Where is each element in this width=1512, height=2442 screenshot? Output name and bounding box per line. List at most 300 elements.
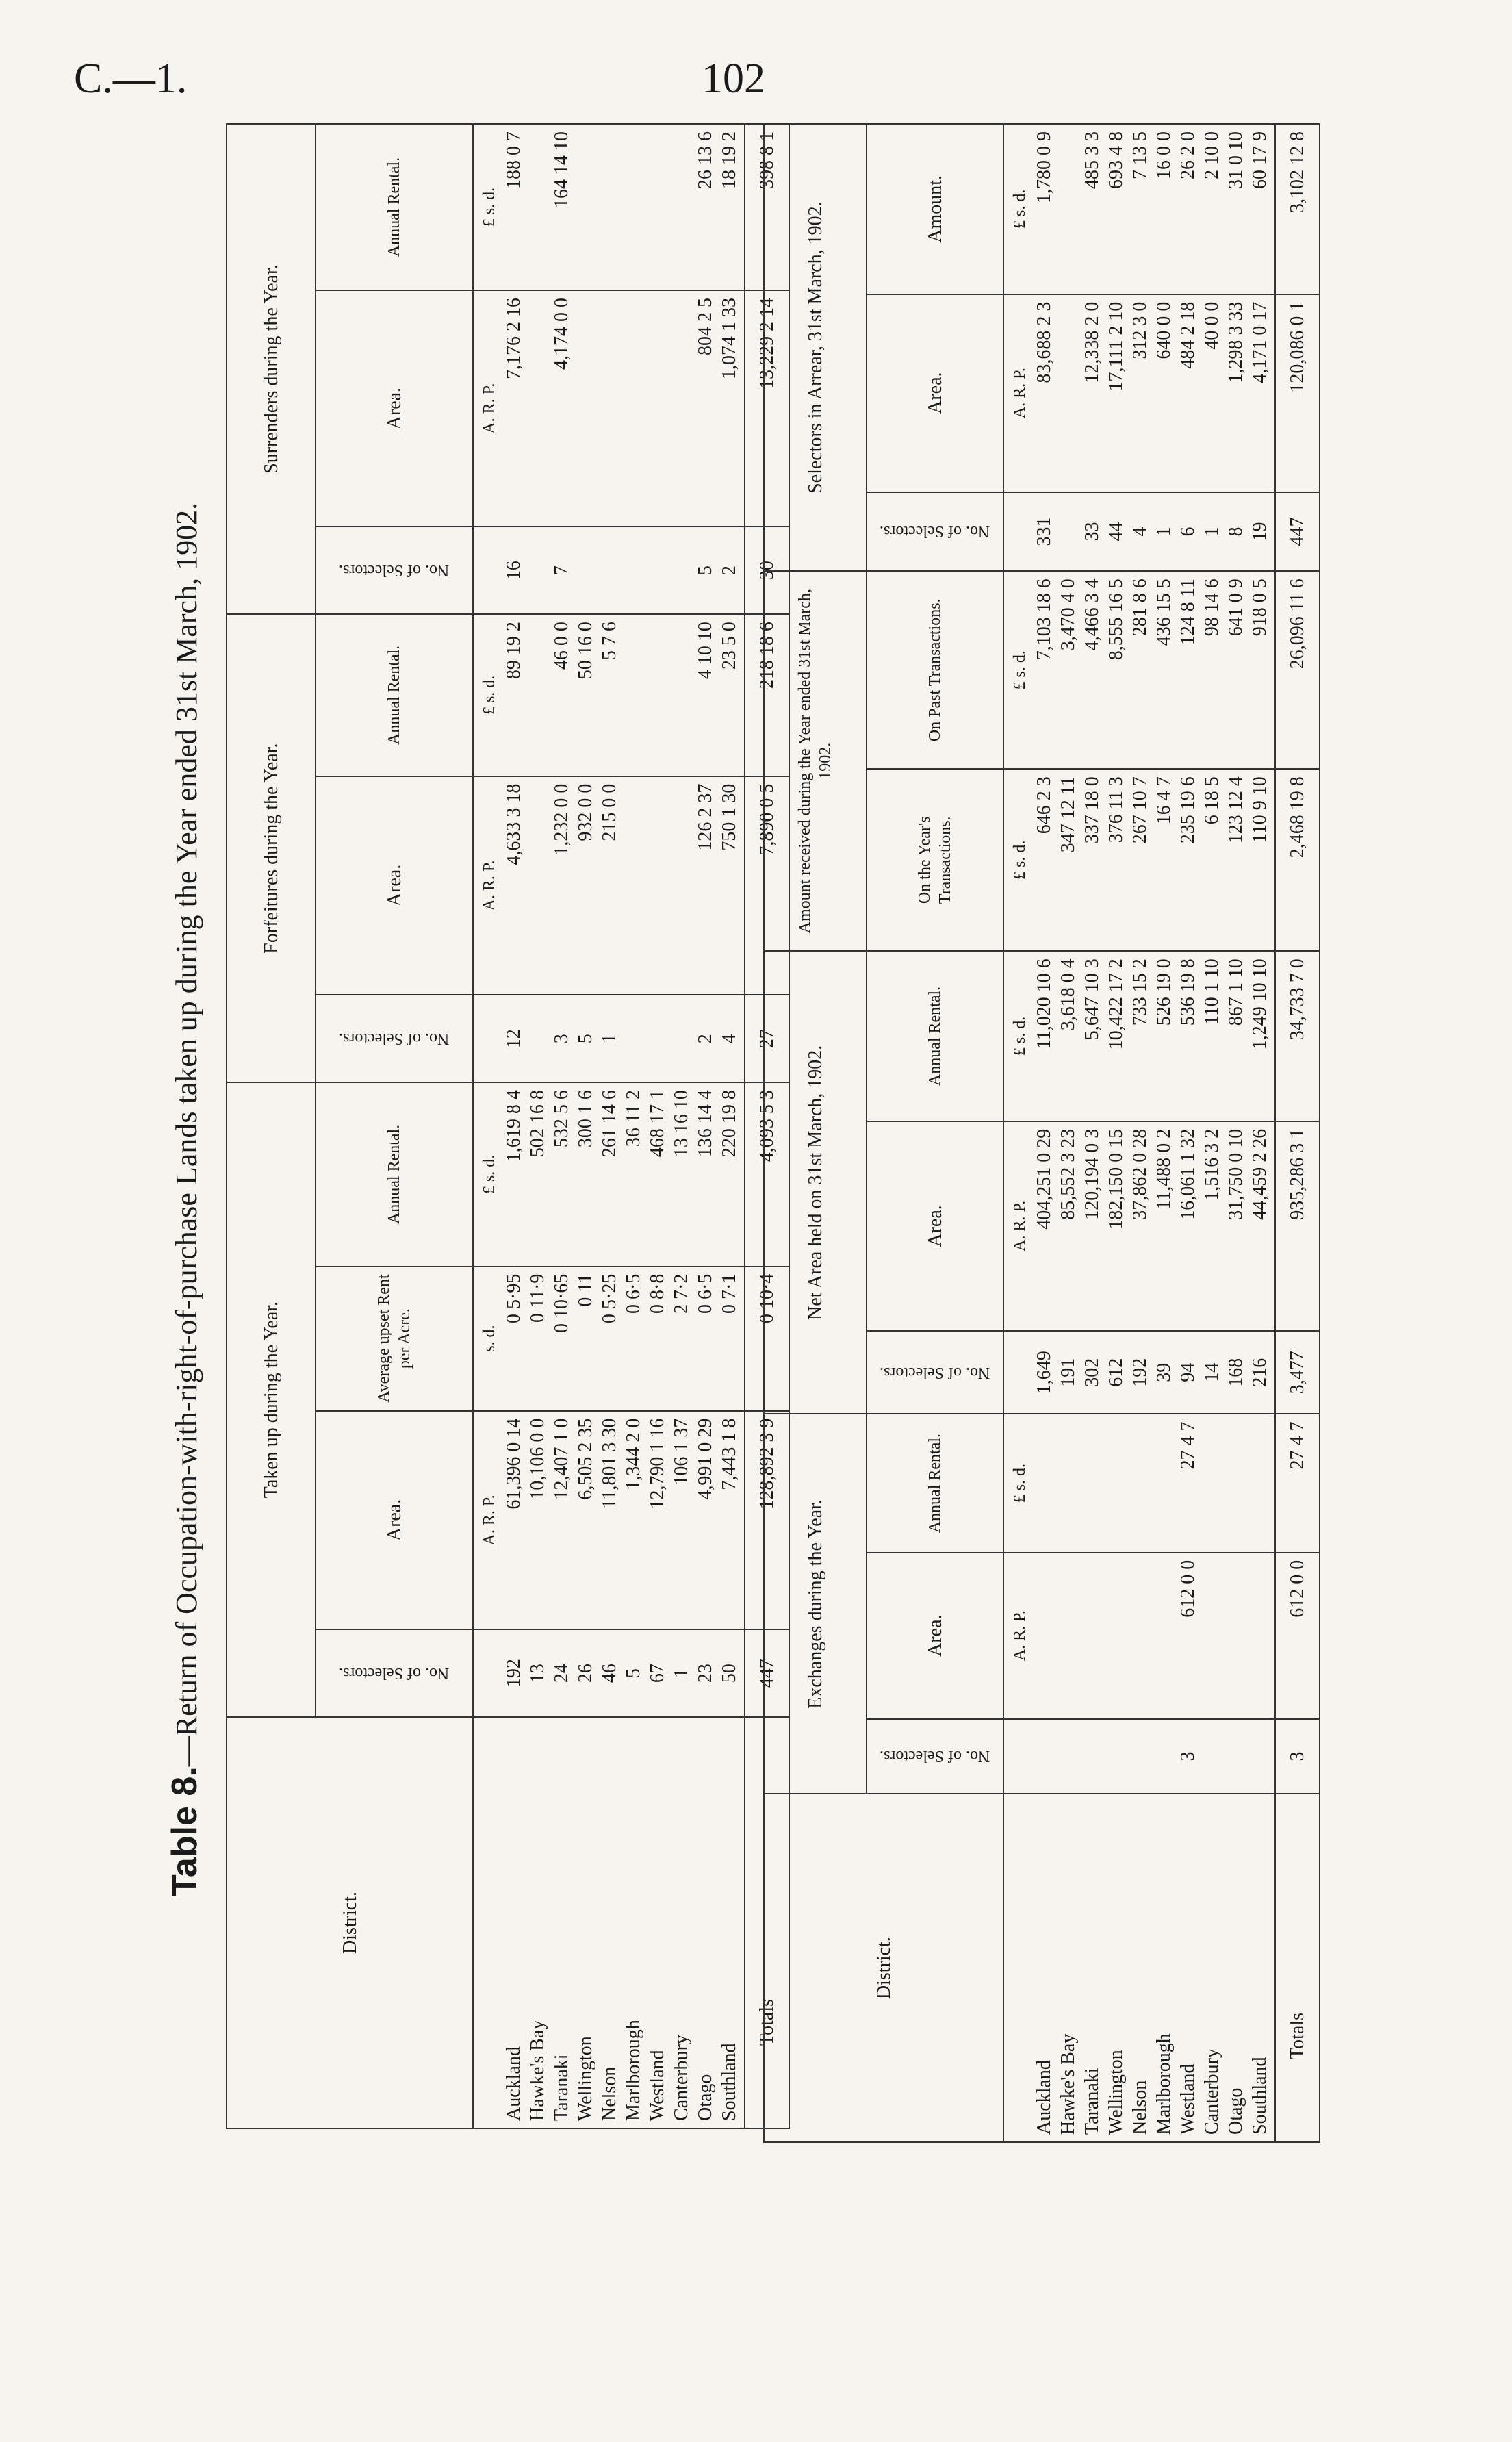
cell (669, 290, 693, 526)
cell: 484 2 18 (1176, 294, 1200, 492)
cell (645, 995, 669, 1082)
cell: 89 19 2 (502, 614, 526, 776)
cell: 40 0 0 (1200, 294, 1224, 492)
year-transactions-header: On the Year's Transactions. (867, 769, 1003, 951)
cell (645, 290, 669, 526)
cell: 1,074 1 33 (717, 290, 741, 526)
cell: 867 1 10 (1224, 951, 1248, 1121)
selectors-header: No. of Selectors. (880, 1363, 990, 1382)
cell (1152, 1719, 1176, 1794)
cell: 14 (1200, 1331, 1224, 1414)
cell: 46 0 0 (550, 614, 574, 776)
group-forfeitures: Forfeitures during the Year. (227, 614, 316, 1082)
cell: 26 (574, 1629, 598, 1717)
cell (622, 124, 645, 290)
unit-money: £ s. d. (1003, 1414, 1032, 1552)
cell (1056, 1719, 1080, 1794)
selectors-header: No. of Selectors. (880, 522, 990, 541)
area-header: Area. (867, 1121, 1003, 1331)
table-row (622, 124, 645, 2128)
cell: 0 11·9 (526, 1267, 550, 1411)
group-taken-up: Taken up during the Year. (227, 1082, 316, 1717)
cell: 5 (622, 1629, 645, 1717)
cell: 485 3 3 (1080, 124, 1104, 294)
table-row (1200, 124, 1224, 2142)
table-row (526, 124, 550, 2128)
cell: 30 (745, 526, 789, 614)
table-taken-up (226, 123, 778, 2129)
cell (1200, 1414, 1224, 1552)
cell: 398 8 1 (745, 124, 789, 290)
cell (526, 526, 550, 614)
district-name: Southland (717, 1717, 741, 2128)
cell: 37,862 0 28 (1128, 1121, 1152, 1331)
cell: 3 (1176, 1719, 1200, 1794)
cell: 13 16 10 (669, 1082, 693, 1267)
cell (669, 124, 693, 290)
district-name: Auckland (502, 1717, 526, 2128)
unit-area: A. R. P. (1003, 294, 1032, 492)
cell: 1 (598, 995, 622, 1082)
cell (1080, 1414, 1104, 1552)
cell: 1,232 0 0 (550, 776, 574, 995)
cell: 3 (550, 995, 574, 1082)
table-row (598, 124, 622, 2128)
cell: 6 (1176, 492, 1200, 572)
cell: 44 (1104, 492, 1128, 572)
cell: 7 13 5 (1128, 124, 1152, 294)
district-header: District. (764, 1794, 1003, 2142)
unit-area: A. R. P. (473, 776, 502, 995)
cell (526, 614, 550, 776)
cell: 5 7 6 (598, 614, 622, 776)
district-header: District. (227, 1717, 473, 2128)
cell (1080, 1719, 1104, 1794)
cell: 267 10 7 (1128, 769, 1152, 951)
cell: 1 (1152, 492, 1176, 572)
cell: 50 16 0 (574, 614, 598, 776)
cell: 4,991 0 29 (693, 1411, 717, 1630)
cell: 123 12 4 (1224, 769, 1248, 951)
cell (1248, 1414, 1272, 1552)
cell: 1,780 0 9 (1032, 124, 1056, 294)
cell (669, 526, 693, 614)
cell: 124 8 11 (1176, 571, 1200, 769)
district-name: Canterbury (669, 1717, 693, 2128)
cell: 5 (693, 526, 717, 614)
cell: 1,249 10 10 (1248, 951, 1272, 1121)
cell: 0 6·5 (622, 1267, 645, 1411)
table-title-text: —Return of Occupation-with-right-of-purchase Lands taken up during the Year ended 31st March, 1902. (170, 502, 203, 1767)
cell: 12,338 2 0 (1080, 294, 1104, 492)
cell (526, 995, 550, 1082)
table-row (669, 124, 693, 2128)
cell: 2 (717, 526, 741, 614)
cell: 5 (574, 995, 598, 1082)
cell: 27 4 7 (1275, 1414, 1320, 1552)
cell (645, 124, 669, 290)
cell (669, 995, 693, 1082)
cell: 1,619 8 4 (502, 1082, 526, 1267)
cell: 110 1 10 (1200, 951, 1224, 1121)
cell: 110 9 10 (1248, 769, 1272, 951)
cell: 2,468 19 8 (1275, 769, 1320, 951)
cell (1104, 1719, 1128, 1794)
table-row (574, 124, 598, 2128)
district-name: Hawke's Bay (1056, 1794, 1080, 2142)
cell: 7,890 0 5 (745, 776, 789, 995)
cell: 192 (502, 1629, 526, 1717)
cell: 34,733 7 0 (1275, 951, 1320, 1121)
cell: 33 (1080, 492, 1104, 572)
area-header: Area. (867, 1553, 1003, 1719)
cell: 98 14 6 (1200, 571, 1224, 769)
cell (1128, 1719, 1152, 1794)
cell: 4 10 10 (693, 614, 717, 776)
cell: 215 0 0 (598, 776, 622, 995)
group-net-area: Net Area held on 31st March, 1902. (764, 951, 867, 1414)
cell: 6 18 5 (1200, 769, 1224, 951)
cell: 188 0 7 (502, 124, 526, 290)
cell: 261 14 6 (598, 1082, 622, 1267)
cell: 2 (693, 995, 717, 1082)
cell (526, 124, 550, 290)
cell (622, 290, 645, 526)
district-name: Southland (1248, 1794, 1272, 2142)
table-row (1128, 124, 1152, 2142)
district-name: Auckland (1032, 1794, 1056, 2142)
page-reference: C.—1. (74, 55, 188, 102)
cell: 312 3 0 (1128, 294, 1152, 492)
cell: 7 (550, 526, 574, 614)
table-row (693, 124, 717, 2128)
cell: 376 11 3 (1104, 769, 1128, 951)
amount-header: Amount. (867, 124, 1003, 294)
table-row (645, 124, 669, 2128)
area-header: Area. (316, 290, 473, 526)
unit-money: £ s. d. (473, 614, 502, 776)
cell: 5,647 10 3 (1080, 951, 1104, 1121)
cell: 4,174 0 0 (550, 290, 574, 526)
unit-money: £ s. d. (1003, 124, 1032, 294)
cell: 128,892 3 9 (745, 1411, 789, 1630)
totals-label: Totals (745, 1717, 789, 2128)
cell: 16 (502, 526, 526, 614)
cell: 0 7·1 (717, 1267, 741, 1411)
cell: 7,103 18 6 (1032, 571, 1056, 769)
cell: 7,176 2 16 (502, 290, 526, 526)
cell: 0 10·65 (550, 1267, 574, 1411)
cell: 235 19 6 (1176, 769, 1200, 951)
cell: 0 8·8 (645, 1267, 669, 1411)
cell: 750 1 30 (717, 776, 741, 995)
cell: 1,344 2 0 (622, 1411, 645, 1630)
cell: 17,111 2 10 (1104, 294, 1128, 492)
unit-money: £ s. d. (1003, 951, 1032, 1121)
cell (1224, 1719, 1248, 1794)
cell: 4 (1128, 492, 1152, 572)
cell: 502 16 8 (526, 1082, 550, 1267)
cell: 1,516 3 2 (1200, 1121, 1224, 1331)
cell (669, 614, 693, 776)
cell (622, 995, 645, 1082)
unit-money: £ s. d. (1003, 769, 1032, 951)
cell: 526 19 0 (1152, 951, 1176, 1121)
cell (598, 124, 622, 290)
unit-area: A. R. P. (1003, 1121, 1032, 1331)
cell (1224, 1553, 1248, 1719)
cell: 16 0 0 (1152, 124, 1176, 294)
cell: 126 2 37 (693, 776, 717, 995)
cell: 640 0 0 (1152, 294, 1176, 492)
rental-header: Annual Rental. (867, 951, 1003, 1121)
cell: 23 5 0 (717, 614, 741, 776)
cell (622, 614, 645, 776)
district-name: Hawke's Bay (526, 1717, 550, 2128)
cell: 804 2 5 (693, 290, 717, 526)
cell: 468 17 1 (645, 1082, 669, 1267)
cell (1056, 1414, 1080, 1552)
cell: 216 (1248, 1331, 1272, 1414)
cell: 19 (1248, 492, 1272, 572)
area-header: Area. (867, 294, 1003, 492)
table-row (1032, 124, 1056, 2142)
cell: 300 1 6 (574, 1082, 598, 1267)
cell: 733 15 2 (1128, 951, 1152, 1121)
cell (574, 124, 598, 290)
cell: 164 14 10 (550, 124, 574, 290)
cell: 3,477 (1275, 1331, 1320, 1414)
cell: 106 1 37 (669, 1411, 693, 1630)
unit-area: A. R. P. (473, 1411, 502, 1630)
cell: 0 5·25 (598, 1267, 622, 1411)
cell: 24 (550, 1629, 574, 1717)
cell: 447 (745, 1629, 789, 1717)
table-title (164, 253, 226, 1896)
table-net-area (763, 123, 1308, 2143)
cell: 26,096 11 6 (1275, 571, 1320, 769)
cell (1104, 1414, 1128, 1552)
selectors-header: No. of Selectors. (339, 561, 450, 580)
cell: 3,618 0 4 (1056, 951, 1080, 1121)
cell (1056, 124, 1080, 294)
cell: 532 5 6 (550, 1082, 574, 1267)
cell: 918 0 5 (1248, 571, 1272, 769)
cell: 4 (717, 995, 741, 1082)
cell (645, 526, 669, 614)
cell: 404,251 0 29 (1032, 1121, 1056, 1331)
district-name: Taranaki (1080, 1794, 1104, 2142)
cell: 13 (526, 1629, 550, 1717)
group-surrenders: Surrenders during the Year. (227, 124, 316, 614)
rental-header: Annual Rental. (316, 1082, 473, 1267)
cell: 0 10·4 (745, 1267, 789, 1411)
cell: 39 (1152, 1331, 1176, 1414)
unit-area: A. R. P. (1003, 1553, 1032, 1719)
cell: 281 8 6 (1128, 571, 1152, 769)
cell (1200, 1719, 1224, 1794)
cell: 136 14 4 (693, 1082, 717, 1267)
cell: 1 (669, 1629, 693, 1717)
cell: 347 12 11 (1056, 769, 1080, 951)
cell (1104, 1553, 1128, 1719)
area-header: Area. (316, 1411, 473, 1630)
cell: 11,020 10 6 (1032, 951, 1056, 1121)
cell: 302 (1080, 1331, 1104, 1414)
group-exchanges: Exchanges during the Year. (764, 1414, 867, 1794)
cell (1032, 1553, 1056, 1719)
cell: 932 0 0 (574, 776, 598, 995)
unit-avg: s. d. (473, 1267, 502, 1411)
cell (622, 526, 645, 614)
selectors-header: No. of Selectors. (339, 1030, 450, 1048)
cell: 182,150 0 15 (1104, 1121, 1128, 1331)
cell (1032, 1414, 1056, 1552)
cell: 26 2 0 (1176, 124, 1200, 294)
cell: 1,298 3 33 (1224, 294, 1248, 492)
cell (1248, 1719, 1272, 1794)
cell: 6,505 2 35 (574, 1411, 598, 1630)
cell: 11,488 0 2 (1152, 1121, 1176, 1331)
cell: 436 15 5 (1152, 571, 1176, 769)
cell: 612 0 0 (1176, 1553, 1200, 1719)
selectors-header: No. of Selectors. (339, 1664, 450, 1683)
totals-label: Totals (1275, 1794, 1320, 2142)
cell (1080, 1553, 1104, 1719)
cell (1152, 1414, 1176, 1552)
cell: 12,790 1 16 (645, 1411, 669, 1630)
cell: 13,229 2 14 (745, 290, 789, 526)
cell: 18 19 2 (717, 124, 741, 290)
cell: 536 19 8 (1176, 951, 1200, 1121)
cell: 935,286 3 1 (1275, 1121, 1320, 1331)
table-row (550, 124, 574, 2128)
district-name: Otago (693, 1717, 717, 2128)
cell: 3,102 12 8 (1275, 124, 1320, 294)
unit-money: £ s. d. (473, 1082, 502, 1267)
cell: 192 (1128, 1331, 1152, 1414)
cell: 168 (1224, 1331, 1248, 1414)
cell: 0 11 (574, 1267, 598, 1411)
district-name: Nelson (598, 1717, 622, 2128)
district-name: Marlborough (1152, 1794, 1176, 2142)
cell: 50 (717, 1629, 741, 1717)
cell (1056, 294, 1080, 492)
district-name: Marlborough (622, 1717, 645, 2128)
cell: 4,466 3 4 (1080, 571, 1104, 769)
cell: 0 5·95 (502, 1267, 526, 1411)
cell (1056, 492, 1080, 572)
page-number: 102 (702, 55, 765, 102)
cell (1056, 1553, 1080, 1719)
district-name: Westland (1176, 1794, 1200, 2142)
cell: 220 19 8 (717, 1082, 741, 1267)
cell: 0 6·5 (693, 1267, 717, 1411)
table-row (1056, 124, 1080, 2142)
cell: 3 (1275, 1719, 1320, 1794)
group-amount-received: Amount received during the Year ended 31st March, 1902. (764, 571, 867, 951)
cell: 641 0 9 (1224, 571, 1248, 769)
cell (1200, 1553, 1224, 1719)
selectors-header: No. of Selectors. (880, 1747, 990, 1766)
district-name: Wellington (574, 1717, 598, 2128)
district-name: Canterbury (1200, 1794, 1224, 2142)
table-row (1152, 124, 1176, 2142)
district-name: Nelson (1128, 1794, 1152, 2142)
table-row (717, 124, 741, 2128)
cell (526, 776, 550, 995)
cell: 11,801 3 30 (598, 1411, 622, 1630)
cell: 3,470 4 0 (1056, 571, 1080, 769)
cell: 120,086 0 1 (1275, 294, 1320, 492)
cell: 85,552 3 23 (1056, 1121, 1080, 1331)
unit-money: £ s. d. (1003, 571, 1032, 769)
group-arrear: Selectors in Arrear, 31st March, 1902. (764, 124, 867, 571)
table-row (1248, 124, 1272, 2142)
cell: 10,422 17 2 (1104, 951, 1128, 1121)
cell: 12 (502, 995, 526, 1082)
cell: 693 4 8 (1104, 124, 1128, 294)
cell: 1 (1200, 492, 1224, 572)
cell: 2 10 0 (1200, 124, 1224, 294)
cell: 16,061 1 32 (1176, 1121, 1200, 1331)
rental-header: Annual Rental. (316, 124, 473, 290)
cell: 2 7·2 (669, 1267, 693, 1411)
cell (645, 614, 669, 776)
totals-row (1275, 124, 1320, 2142)
district-name: Taranaki (550, 1717, 574, 2128)
cell: 83,688 2 3 (1032, 294, 1056, 492)
cell (526, 290, 550, 526)
cell: 44,459 2 26 (1248, 1121, 1272, 1331)
cell: 8 (1224, 492, 1248, 572)
district-name: Wellington (1104, 1794, 1128, 2142)
cell: 612 (1104, 1331, 1128, 1414)
avg-rent-header: Average upset Rent per Acre. (316, 1267, 473, 1411)
table-row (1104, 124, 1128, 2142)
cell (574, 526, 598, 614)
cell (622, 776, 645, 995)
cell: 191 (1056, 1331, 1080, 1414)
cell: 8,555 16 5 (1104, 571, 1128, 769)
cell: 67 (645, 1629, 669, 1717)
cell: 94 (1176, 1331, 1200, 1414)
cell (669, 776, 693, 995)
unit-money: £ s. d. (473, 124, 502, 290)
cell: 46 (598, 1629, 622, 1717)
cell: 4,093 5 3 (745, 1082, 789, 1267)
cell: 447 (1275, 492, 1320, 572)
cell: 337 18 0 (1080, 769, 1104, 951)
cell: 12,407 1 0 (550, 1411, 574, 1630)
cell: 7,443 1 8 (717, 1411, 741, 1630)
district-name: Westland (645, 1717, 669, 2128)
cell: 31 0 10 (1224, 124, 1248, 294)
cell: 16 4 7 (1152, 769, 1176, 951)
table-label: Table 8. (165, 1766, 205, 1896)
cell (1152, 1553, 1176, 1719)
table-row (1176, 124, 1200, 2142)
rental-header: Annual Rental. (867, 1414, 1003, 1552)
unit-area: A. R. P. (473, 290, 502, 526)
cell (1032, 1719, 1056, 1794)
cell (574, 290, 598, 526)
rental-header: Annual Rental. (316, 614, 473, 776)
cell: 23 (693, 1629, 717, 1717)
cell: 31,750 0 10 (1224, 1121, 1248, 1331)
cell (1128, 1553, 1152, 1719)
cell: 1,649 (1032, 1331, 1056, 1414)
